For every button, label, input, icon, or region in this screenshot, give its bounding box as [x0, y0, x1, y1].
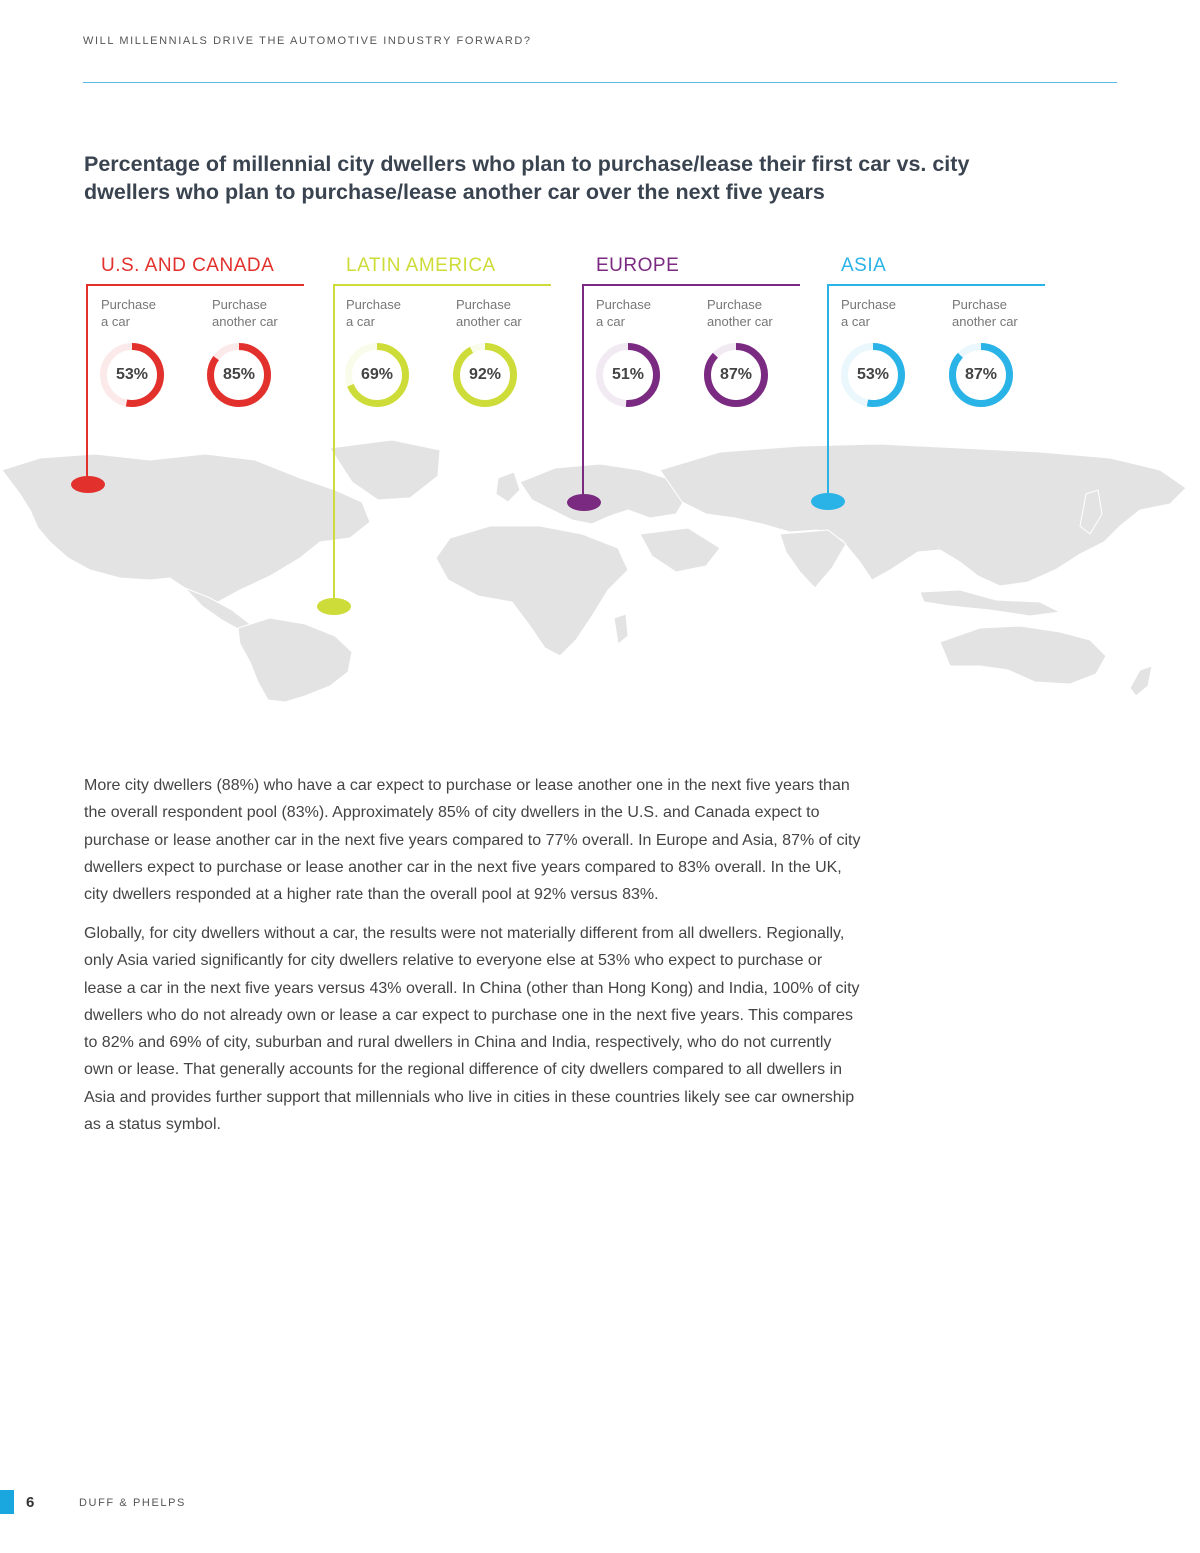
body-paragraph-2: Globally, for city dwellers without a car, the results were not materially different from all dwellers. Regionally, only Asia varied significantly for city dwellers relative to everyone else at 53% who expect to purchase or lease a car in the next five years versus 43% overall. In China (other than Hong Kong) and India, 100% of city dwellers who do not already own or lease a car expect to purchase one in the next five years. This compares to 82% and 69% of city, suburban and rural dwellers in China and India, respectively, who do not currently own or lease. That generally accounts for the regional difference of city dwellers compared to all dwellers in Asia and provides further support that millennials who live in cities in these countries likely see car ownership as a status symbol.	[84, 925, 860, 1134]
region-title: LATIN AMERICA	[346, 255, 496, 276]
map-arabia	[640, 528, 720, 572]
map-madagascar	[614, 614, 628, 644]
region-rule-vertical	[333, 284, 335, 606]
label-purchase-another-car: Purchase another car	[952, 297, 1018, 329]
region-rule-horizontal	[582, 284, 800, 286]
region-rule-vertical	[86, 284, 88, 484]
donut-value: 85%	[222, 366, 256, 383]
running-header: WILL MILLENNIALS DRIVE THE AUTOMOTIVE INDUSTRY FORWARD?	[83, 35, 532, 47]
region-rule-horizontal	[827, 284, 1045, 286]
map-australia	[940, 626, 1106, 684]
region-map-pin	[71, 476, 105, 493]
world-map	[0, 430, 1200, 705]
map-asia	[660, 444, 1186, 586]
donut-value: 53%	[856, 366, 890, 383]
map-south-america	[238, 618, 352, 702]
donut-value: 87%	[964, 366, 998, 383]
label-purchase-another-car: Purchase another car	[456, 297, 522, 329]
donut-value: 53%	[115, 366, 149, 383]
region-map-pin	[811, 493, 845, 510]
label-purchase-a-car: Purchase a car	[346, 297, 401, 329]
map-indonesia	[920, 590, 1060, 616]
page-number: 6	[26, 1494, 35, 1511]
map-uk	[496, 472, 520, 502]
donut-value: 69%	[360, 366, 394, 383]
donut-value: 87%	[719, 366, 753, 383]
region-title: EUROPE	[596, 255, 680, 276]
map-greenland	[330, 440, 440, 500]
region-rule-horizontal	[86, 284, 304, 286]
donut-purchase-another-car	[450, 340, 520, 410]
map-india	[780, 530, 846, 588]
label-purchase-another-car: Purchase another car	[707, 297, 773, 329]
label-purchase-a-car: Purchase a car	[841, 297, 896, 329]
footer-accent-bar	[0, 1490, 14, 1514]
region-title: U.S. AND CANADA	[101, 255, 275, 276]
donut-purchase-another-car	[946, 340, 1016, 410]
map-africa	[436, 526, 628, 656]
region-map-pin	[567, 494, 601, 511]
donut-purchase-a-car	[593, 340, 663, 410]
donut-value: 51%	[611, 366, 645, 383]
donut-value: 92%	[468, 366, 502, 383]
label-purchase-a-car: Purchase a car	[101, 297, 156, 329]
figure-title: Percentage of millennial city dwellers who plan to purchase/lease their first car vs. city dwellers who plan to purchase/lease another car over the next five years	[84, 152, 970, 204]
region-map-pin	[317, 598, 351, 615]
header-rule	[83, 82, 1117, 83]
region-title: ASIA	[841, 255, 887, 276]
region-rule-vertical	[827, 284, 829, 498]
footer-brand: DUFF & PHELPS	[79, 1497, 186, 1509]
map-new-zealand	[1130, 666, 1152, 696]
donut-purchase-another-car	[204, 340, 274, 410]
region-rule-horizontal	[333, 284, 551, 286]
donut-purchase-another-car	[701, 340, 771, 410]
donut-purchase-a-car	[342, 340, 412, 410]
map-north-america	[2, 454, 370, 602]
label-purchase-a-car: Purchase a car	[596, 297, 651, 329]
region-rule-vertical	[582, 284, 584, 500]
donut-purchase-a-car	[97, 340, 167, 410]
donut-purchase-a-car	[838, 340, 908, 410]
label-purchase-another-car: Purchase another car	[212, 297, 278, 329]
body-paragraph-1: More city dwellers (88%) who have a car expect to purchase or lease another one in the next five years than the overall respondent pool (83%). Approximately 85% of city dwellers in the U.S. and Canada expect to purchase or lease another car in the next five years compared to 77% overall. In Europe and Asia, 87% of city dwellers expect to purchase or lease another car in the next five years compared to 83% overall. In the UK, city dwellers responded at a higher rate than the overall pool at 92% versus 83%.	[84, 777, 861, 904]
